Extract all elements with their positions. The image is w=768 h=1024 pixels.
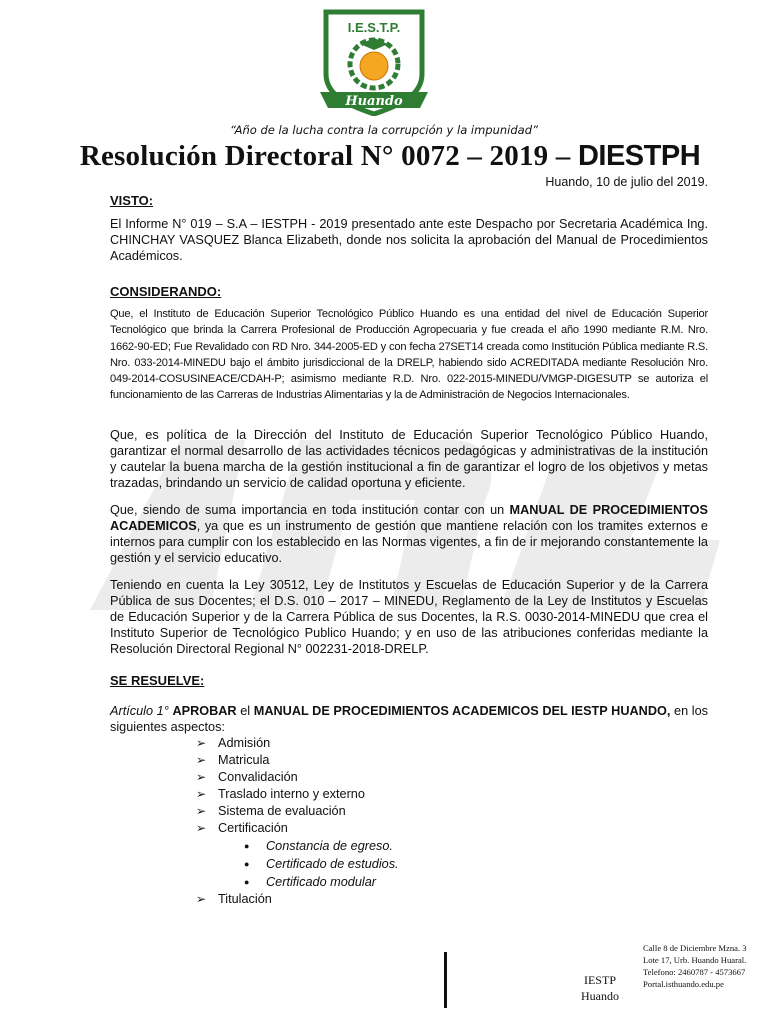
list-item: [196, 803, 399, 820]
list-item-label: Convalidación: [218, 770, 298, 784]
footer-address-line: Calle 8 de Diciembre Mzna. 3: [643, 943, 747, 953]
title-code: DIESTPH: [577, 140, 701, 172]
sublist-item-label: Constancia de egreso.: [266, 839, 393, 853]
dot-bullet-icon: ●: [244, 859, 250, 869]
considerando-paragraph-3: [110, 502, 708, 566]
arrow-bullet-icon: ➢: [196, 821, 207, 835]
arrow-bullet-icon: ➢: [196, 804, 207, 818]
footer-inst-line-1: IESTP: [583, 973, 616, 987]
dateline: Huando, 10 de julio del 2019.: [545, 175, 708, 189]
considerando-paragraph-1: Que, el Instituto de Educación Superior Tecnológico Público Huando es una entidad del nivel de Educación Superior Tecnológico que brinda la Carrera Profesional de Producción Agropecuaria y fue creada el año 1990 mediante R.M. Nro. 1662-90-ED; Fue Revalidado con RD Nro. 344-2005-ED y con fecha 27SET14 creada como Institución Pública mediante R.S. Nro. 033-2014-MINEDU bajo el ámbito jurisdiccional de la DRELP, habiendo sido ACREDITADA mediante Resolución Nro. 049-2014-COSUSINEACE/CDAH-P; asimismo mediante R.D. Nro. 022-2015-MINEDU/VMGP-DIGESUTP se autoriza el funcionamiento de las Carreras de Industrias Alimentarias y la de Administración de Negocios Internacionales.: [110, 308, 708, 402]
article-rest: en los siguientes aspectos:: [110, 704, 709, 734]
resolution-title: [0, 140, 768, 173]
dot-bullet-icon: ●: [244, 841, 250, 851]
considerando-paragraph-4: Teniendo en cuenta la Ley 30512, Ley de Institutos y Escuelas de Educación Superior y de la Carrera Pública de sus Docentes; el D.S. 010 – 2017 – MINEDU, Reglamento de la Ley de Institutos y Escuelas de Educación Superior y de la Carrera Pública de sus Docentes, la R.S. 0030-2014-MINEDU que crea el Instituto Superior de Tecnológico Publico Huando; y en uso de las atribuciones conferidas mediante la Resolución Directoral Regional N° 002231-2018-DRELP.: [110, 578, 708, 656]
title-serif: Resolución Directoral N° 0072 – 2019 –: [79, 140, 578, 172]
article-label: Artículo 1°: [110, 704, 169, 718]
list-item: [196, 786, 399, 803]
institute-logo: [312, 8, 436, 116]
p3-lead: Que, siendo de suma importancia en toda institución contar con un: [110, 503, 510, 517]
logo-banner-text: Huando: [345, 94, 403, 109]
footer-inst-line-2: Huando: [581, 989, 619, 1003]
dot-bullet-icon: ●: [244, 877, 250, 887]
list-item: [196, 752, 399, 769]
article-connector: el: [236, 704, 254, 718]
visto-text: El Informe N° 019 – S.A – IESTPH - 2019 presentado ante este Despacho por Secretaria Académica Ing. CHINCHAY VASQUEZ Blanca Elizabeth, donde nos solicita la aprobación del Manual de Procedimientos Académicos.: [110, 217, 708, 263]
arrow-bullet-icon: ➢: [196, 736, 207, 750]
logo-top-text: I.E.S.T.P.: [347, 20, 401, 35]
list-item: [196, 735, 399, 752]
article-manual: MANUAL DE PROCEDIMIENTOS ACADEMICOS DEL IESTP HUANDO,: [253, 704, 671, 718]
list-item-label: Sistema de evaluación: [218, 804, 346, 818]
arrow-bullet-icon: ➢: [196, 787, 207, 801]
resuelve-heading: SE RESUELVE:: [110, 673, 205, 688]
list-item-label: Certificación: [218, 821, 288, 835]
footer-institution: [576, 972, 624, 1004]
footer-address: [643, 942, 768, 990]
sublist-item-label: Certificado modular: [266, 875, 377, 889]
visto-heading: VISTO:: [110, 193, 154, 208]
considerando-paragraph-2: Que, es política de la Dirección del Instituto de Educación Superior Tecnológico Público Huando, garantizar el normal desarrollo de las actividades técnicos pedagógicas y administrativas de la institución y cautelar la buena marcha de la gestión institucional a fin de garantizar el logro de los objetivos y metas trazadas, brindando un servicio de calidad oportuna y eficiente.: [110, 428, 708, 490]
article-verb: APROBAR: [172, 704, 237, 718]
list-item-label: Titulación: [218, 892, 272, 906]
p3-rest: , ya que es un instrumento de gestión que mantiene relación con los tramites externos e internos para cumplir con los establecido en las Normas vigentes, a fin de ir mejorando constantemente la gestión y el servicio educativo.: [110, 519, 708, 565]
footer-address-line: Lote 17, Urb. Huando Huaral.: [643, 955, 747, 965]
list-item: [196, 769, 399, 786]
year-motto: “Año de la lucha contra la corrupción y la impunidad”: [230, 123, 538, 137]
aspects-list: [196, 735, 399, 908]
p3-bold: MANUAL DE PROCEDIMIENTOS ACADEMICOS: [110, 503, 708, 533]
list-item-label: Matricula: [218, 753, 270, 767]
considerando-heading: CONSIDERANDO:: [110, 284, 222, 299]
arrow-bullet-icon: ➢: [196, 753, 207, 767]
sublist-item: [244, 837, 399, 855]
sublist-item-label: Certificado de estudios.: [266, 857, 399, 871]
list-item: [196, 891, 399, 908]
arrow-bullet-icon: ➢: [196, 892, 207, 906]
footer-divider: [444, 952, 447, 1008]
certification-sublist: [244, 837, 399, 891]
sublist-item: [244, 873, 399, 891]
arrow-bullet-icon: ➢: [196, 770, 207, 784]
footer-address-line: Telefono: 2460787 - 4573667: [643, 967, 746, 977]
sublist-container: [196, 837, 399, 891]
list-item: [196, 820, 399, 837]
list-item-label: Traslado interno y externo: [218, 787, 365, 801]
article-1: [110, 703, 708, 735]
footer-website[interactable]: Portal.isthuando.edu.pe: [643, 979, 724, 989]
sublist-item: [244, 855, 399, 873]
list-item-label: Admisión: [218, 736, 271, 750]
